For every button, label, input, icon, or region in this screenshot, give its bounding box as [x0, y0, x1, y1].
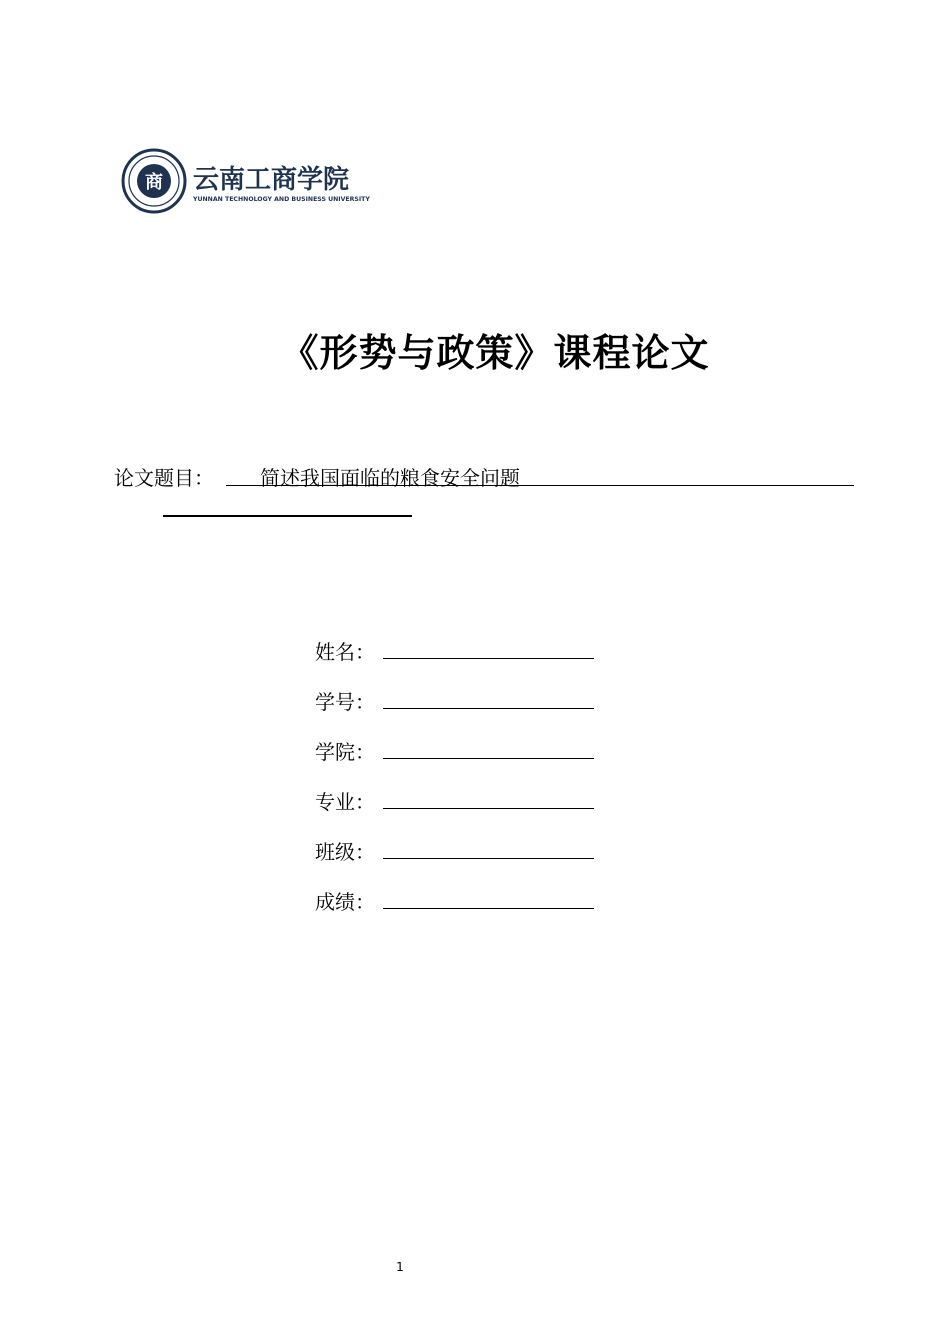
- field-blank[interactable]: [383, 908, 594, 909]
- field-label: 学院：: [315, 740, 375, 764]
- topic-label: 论文题目：: [114, 466, 214, 490]
- logo-english-name: YUNNAN TECHNOLOGY AND BUSINESS UNIVERSITY: [193, 196, 370, 203]
- field-label: 学号：: [315, 690, 375, 714]
- field-student-id: [315, 683, 595, 733]
- field-blank[interactable]: [383, 858, 594, 859]
- university-logo: [121, 148, 391, 214]
- topic-underline-continued[interactable]: [163, 515, 412, 517]
- page-number: 1: [396, 1260, 404, 1274]
- svg-text:商: 商: [145, 172, 163, 193]
- topic-row: [114, 458, 854, 490]
- field-label: 成绩：: [315, 890, 375, 914]
- university-seal-icon: [121, 148, 391, 214]
- field-blank[interactable]: [383, 708, 594, 709]
- student-info-form: [315, 633, 595, 933]
- field-class: [315, 833, 595, 883]
- field-name: [315, 633, 595, 683]
- document-title: 《形势与政策》课程论文: [280, 331, 710, 375]
- field-blank[interactable]: [383, 758, 594, 759]
- field-college: [315, 733, 595, 783]
- field-blank[interactable]: [383, 808, 594, 809]
- field-label: 班级：: [315, 840, 375, 864]
- field-major: [315, 783, 595, 833]
- field-blank[interactable]: [383, 658, 594, 659]
- topic-value[interactable]: 简述我国面临的粮食安全问题: [260, 466, 520, 490]
- field-label: 姓名：: [315, 640, 375, 664]
- field-label: 专业：: [315, 790, 375, 814]
- logo-chinese-name: 云南工商学院: [193, 165, 350, 195]
- field-grade: [315, 883, 595, 933]
